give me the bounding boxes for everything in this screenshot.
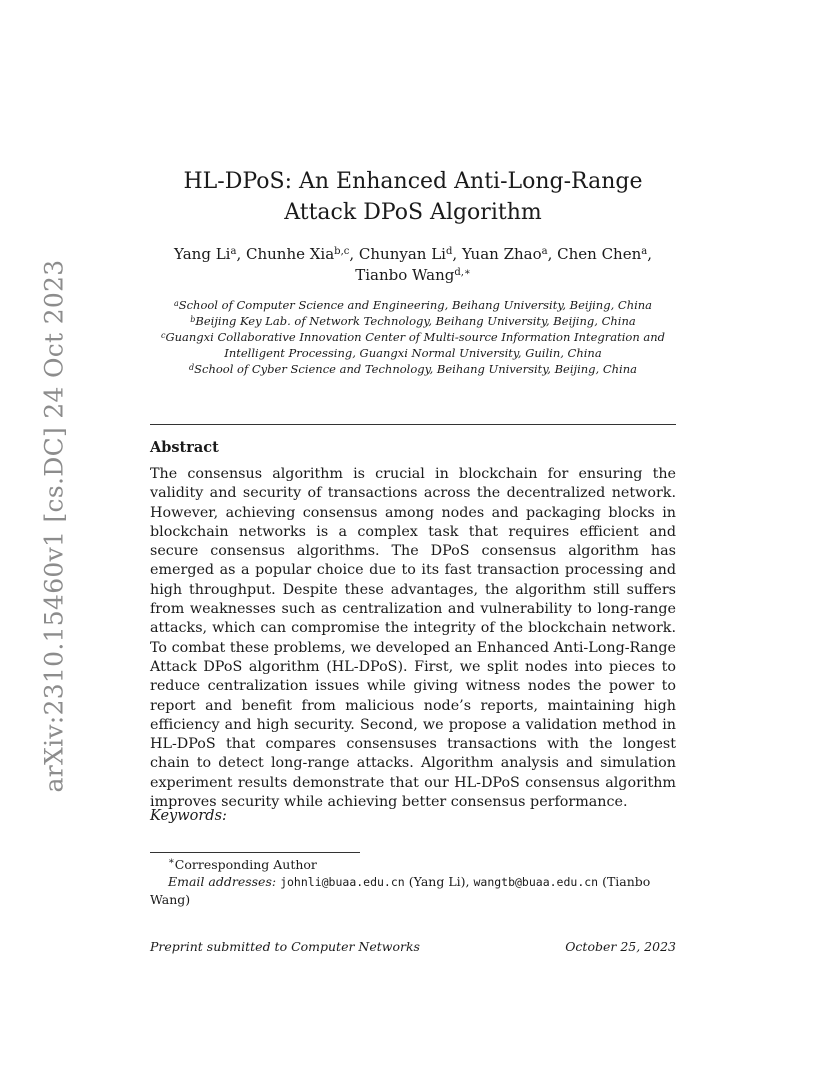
author-name: Chen Chen [557, 245, 642, 263]
email-link[interactable]: johnli@buaa.edu.cn [280, 875, 405, 889]
affiliation-mark: c [160, 331, 166, 340]
preprint-date: October 25, 2023 [565, 939, 676, 954]
affiliation-mark: b [190, 315, 196, 324]
keywords-label: Keywords: [150, 808, 227, 824]
email-link[interactable]: wangtb@buaa.edu.cn [473, 875, 599, 889]
email-owner: (Yang Li), [408, 874, 470, 889]
author-mark: d,∗ [454, 267, 471, 278]
author-mark: d [445, 246, 453, 257]
email-label: Email addresses: [168, 874, 277, 889]
author-mark: a [641, 246, 648, 257]
affiliation [150, 329, 676, 361]
divider [150, 424, 676, 425]
author-mark: a [541, 246, 548, 257]
author-mark: b,c [334, 246, 350, 257]
affiliation-text: School of Cyber Science and Technology, Beihang University, Beijing, China [194, 362, 637, 376]
footnote-corresponding [150, 856, 676, 873]
author-name: Chunyan Li [358, 245, 446, 263]
author-name: Yang Li [173, 245, 231, 263]
affiliation-mark: a [173, 299, 179, 308]
email-owner: (Tianbo Wang) [150, 874, 651, 907]
author-list: Yang Li$^a$, Chunhe Xia$^{b,c}$, Chunyan Li$^d$, Yuan Zhao$^a$, Chen Chen$^a$, Tianbo Wang$^{d,∗}$ [173, 245, 653, 284]
affiliation-text: Beijing Key Lab. of Network Technology, Beihang University, Beijing, China [195, 314, 636, 328]
arxiv-identifier-text: arXiv:2310.15460v1 [cs.DC] 24 Oct 2023 [39, 259, 69, 793]
paper-title: HL-DPoS: An Enhanced Anti-Long-Range Attack DPoS Algorithm [183, 169, 643, 225]
author-name: Chunhe Xia [245, 245, 335, 263]
abstract-text: The consensus algorithm is crucial in blockchain for ensuring the validity and security of transactions across the decentralized network. However, achieving consensus among nodes and packaging blocks in blockchain networks is a complex task that requires efficient and secure consensus algorithms. The DPoS consensus algorithm has emerged as a popular choice due to its fast transaction processing and high throughput. Despite these advantages, the algorithm still suffers from weaknesses such as centralization and vulnerability to long-range attacks, which can compromise the integrity of the blockchain network. To combat these problems, we developed an Enhanced Anti-Long-Range Attack DPoS algorithm (HL-DPoS). First, we split nodes into pieces to reduce centralization issues while giving witness nodes the power to report and benefit from malicious node’s reports, maintaining high efficiency and high security. Second, we propose a validation method in HL-DPoS that compares consensuses transactions with the longest chain to detect long-range attacks. Algorithm analysis and simulation experiment results demonstrate that our HL-DPoS consensus algorithm improves security while achieving better consensus performance. [150, 466, 676, 811]
footnote-divider [150, 852, 360, 853]
affiliation [150, 361, 676, 377]
affiliation-mark: d [189, 363, 195, 372]
preprint-note: Preprint submitted to Computer Networks [150, 939, 420, 954]
author-mark: a [230, 246, 237, 257]
affiliation [150, 297, 676, 313]
footnotes [150, 856, 676, 908]
footnote-corresponding-text: Corresponding Author [174, 857, 317, 872]
affiliation [150, 313, 676, 329]
affiliation-text: Guangxi Collaborative Innovation Center of Multi-source Information Integration and Intelligent Processing, Guangxi Normal University, Guilin, China [165, 330, 666, 360]
footnote-emails [150, 873, 676, 908]
abstract-heading: Abstract [150, 439, 219, 456]
author-name: Tianbo Wang [355, 266, 455, 284]
footnote-mark: ∗ [168, 856, 175, 867]
author-name: Yuan Zhao [461, 245, 542, 263]
affiliation-list [150, 297, 676, 377]
affiliation-text: School of Computer Science and Engineering, Beihang University, Beijing, China [178, 298, 653, 312]
